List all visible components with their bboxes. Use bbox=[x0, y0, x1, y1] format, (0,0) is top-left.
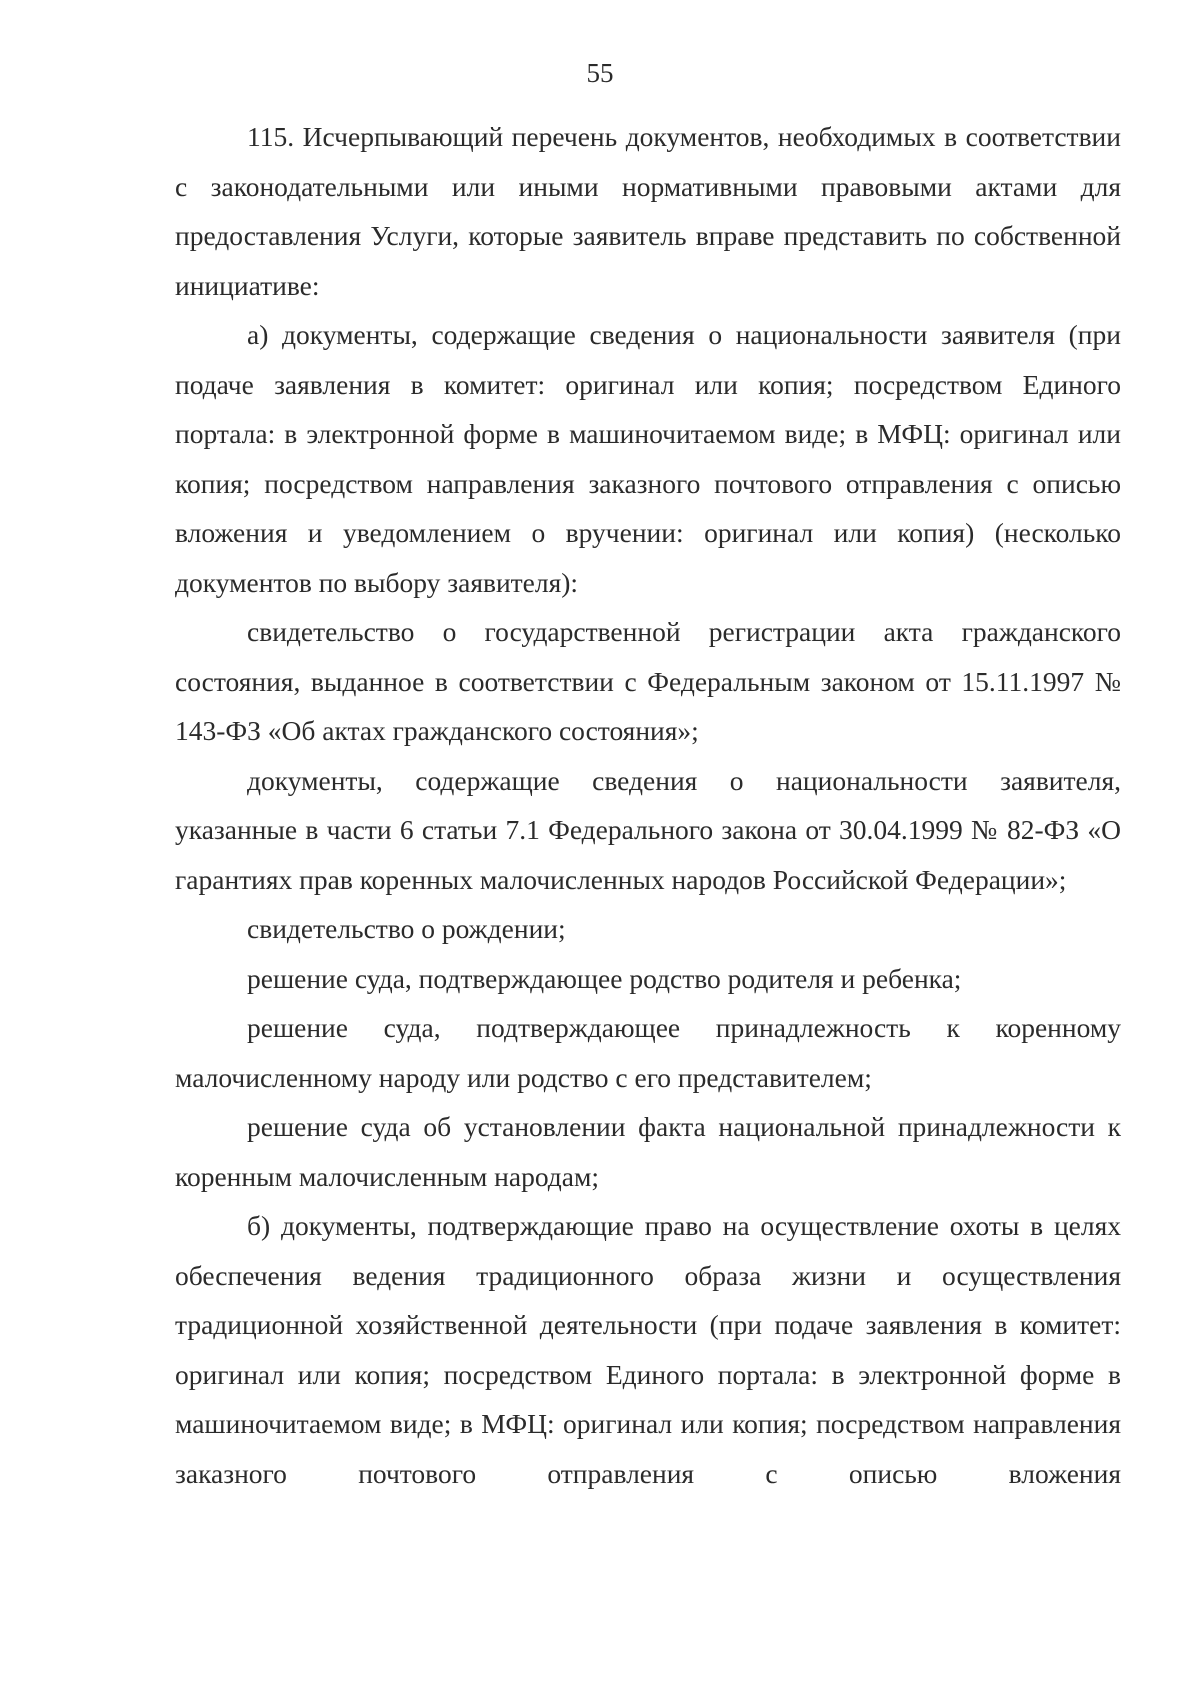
paragraph-115: 115. Исчерпывающий перечень документов, необходимых в соответствии с законодательными или иными нормативными правовыми актами для предоставления Услуги, которые заявитель вправе представить по собственной инициативе: bbox=[175, 121, 1121, 301]
paragraph-court-decision-affiliation: решение суда, подтверждающее принадлежность к коренному малочисленному народу или родство с его представителем; bbox=[175, 1012, 1121, 1093]
paragraph-nationality-documents: документы, содержащие сведения о национальности заявителя, указанные в части 6 статьи 7.1 Федерального закона от 30.04.1999 № 82-ФЗ «О гарантиях прав коренных малочисленных народов Российской Федерации»; bbox=[175, 764, 1121, 895]
paragraph-a: а) документы, содержащие сведения о национальности заявителя (при подаче заявления в комитет: оригинал или копия; посредством Единого портала: в электронной форме в машиночитаемом виде; в МФЦ: оригинал или копия; посредством направления заказного почтового отправления с описью вложения и уведомлением о вручении: оригинал или копия) (несколько документов по выбору заявителя): bbox=[175, 319, 1121, 598]
paragraph-court-decision-kinship: решение суда, подтверждающее родство родителя и ребенка; bbox=[247, 962, 962, 994]
document-body bbox=[175, 112, 1121, 1498]
page-number: 55 bbox=[586, 58, 614, 88]
paragraph-court-decision-nationality: решение суда об установлении факта национальной принадлежности к коренным малочисленным народам; bbox=[175, 1111, 1121, 1192]
paragraph-birth-certificate: свидетельство о рождении; bbox=[247, 913, 566, 944]
paragraph-b: б) документы, подтверждающие право на осуществление охоты в целях обеспечения ведения традиционного образа жизни и осуществления традиционной хозяйственной деятельности (при подаче заявления в комитет: оригинал или копия; посредством Единого портала: в электронной форме в машиночитаемом виде; в МФЦ: оригинал или копия; посредством направления заказного почтового отправления с описью вложения bbox=[175, 1210, 1121, 1489]
paragraph-birth-registration-certificate: свидетельство о государственной регистрации акта гражданского состояния, выданное в соответствии с Федеральным законом от 15.11.1997 № 143-ФЗ «Об актах гражданского состояния»; bbox=[175, 616, 1121, 746]
